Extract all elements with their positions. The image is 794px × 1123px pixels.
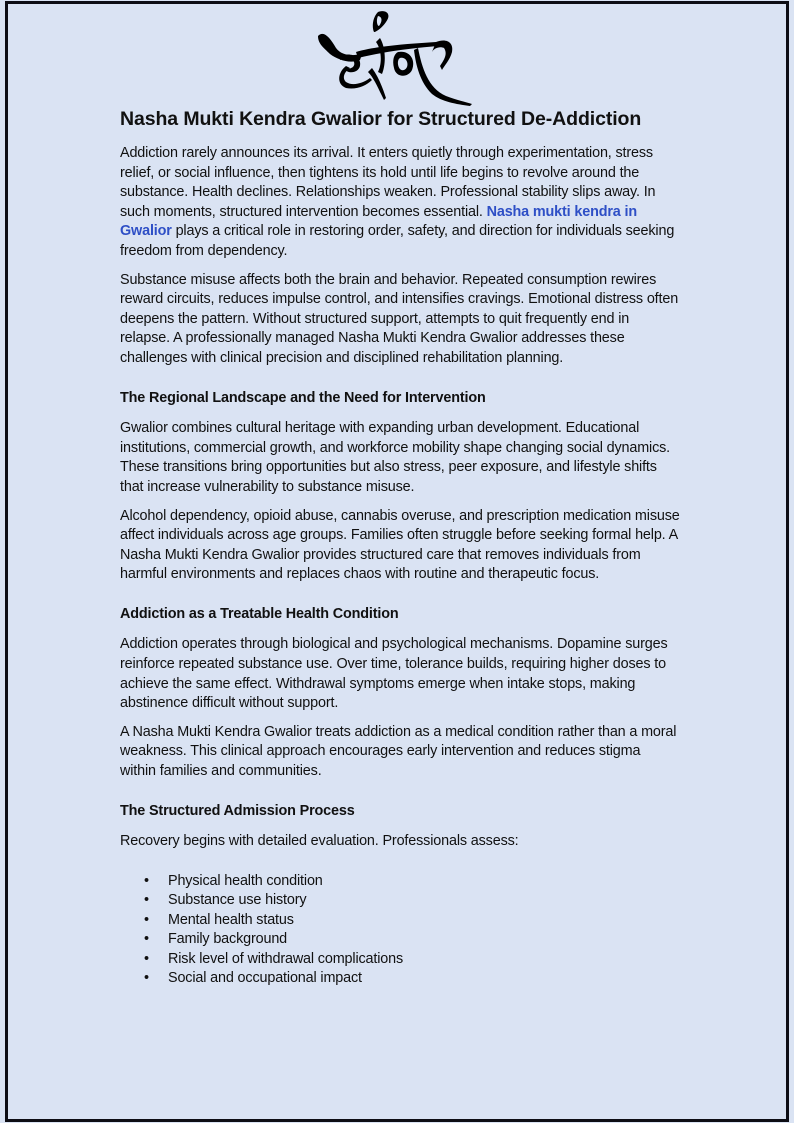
bullet-icon: • [144,931,149,948]
assessment-list [120,872,680,989]
paragraph: Recovery begins with detailed evaluation. Professionals assess: [120,833,519,850]
page-title: Nasha Mukti Kendra Gwalior for Structured De-Addiction [120,108,642,130]
list-item: • Family background [120,930,680,950]
paragraph: Alcohol dependency, opioid abuse, cannabis overuse, and prescription medication misuse affect individuals across age groups. Families often struggle before seeking formal help. A Nasha Mukti Kendra Gwalior provides structured care that removes individuals from harmful environments and replaces chaos with routine and therapeutic focus. [120,507,680,583]
paragraph: Substance misuse affects both the brain and behavior. Repeated consumption rewires reward circuits, reduces impulse control, and intensifies cravings. Emotional distress often deepens the pattern. Without structured support, attempts to quit frequently end in relapse. A professionally managed Nasha Mukti Kendra Gwalior addresses these challenges with clinical precision and disciplined rehabilitation planning. [120,271,679,366]
bullet-icon: • [144,892,149,909]
list-item: • Substance use history [120,891,680,911]
list-item: • Social and occupational impact [120,969,680,989]
paragraph: Addiction operates through biological and psychological mechanisms. Dopamine surges reinforce repeated substance use. Over time, tolerance builds, requiring higher doses to achieve the same effect. Withdrawal symptoms emerge when intake stops, making abstinence difficult without support. [120,636,668,712]
paragraph: A Nasha Mukti Kendra Gwalior treats addiction as a medical condition rather than a moral weakness. This clinical approach encourages early intervention and reduces stigma within families and communities. [120,723,677,780]
article [120,106,680,989]
list-item: • Risk level of withdrawal complications [120,950,680,970]
bullet-icon: • [144,872,149,889]
calligraphy-logo-icon [316,8,474,108]
section-heading-admission-process: The Structured Admission Process [120,802,355,819]
list-item: • Mental health status [120,911,680,931]
intro-paragraph [120,144,680,262]
nasha-mukti-kendra-link[interactable]: Nasha mukti kendra in Gwalior [120,203,637,240]
bullet-icon: • [144,950,149,967]
section-heading-treatable-condition: Addiction as a Treatable Health Condition [120,605,399,622]
section-heading-regional-landscape: The Regional Landscape and the Need for Intervention [120,389,486,406]
intro-text-after-link: plays a critical role in restoring order, safety, and direction for individuals seeking freedom from dependency. [120,223,675,259]
bullet-icon: • [144,970,149,987]
intro-text-before-link: Addiction rarely announces its arrival. It enters quietly through experimentation, stress relief, or social influence, then tightens its hold until life begins to revolve around the substance. Health declines. Relationships weaken. Professional stability slips away. In such moments, structured intervention becomes essential. [120,145,656,220]
list-item: • Physical health condition [120,872,680,892]
bullet-icon: • [144,911,149,928]
paragraph: Gwalior combines cultural heritage with expanding urban development. Educational institutions, commercial growth, and workforce mobility shape changing social dynamics. These transitions bring opportunities but also stress, peer exposure, and lifestyle shifts that increase vulnerability to substance misuse. [120,420,671,495]
